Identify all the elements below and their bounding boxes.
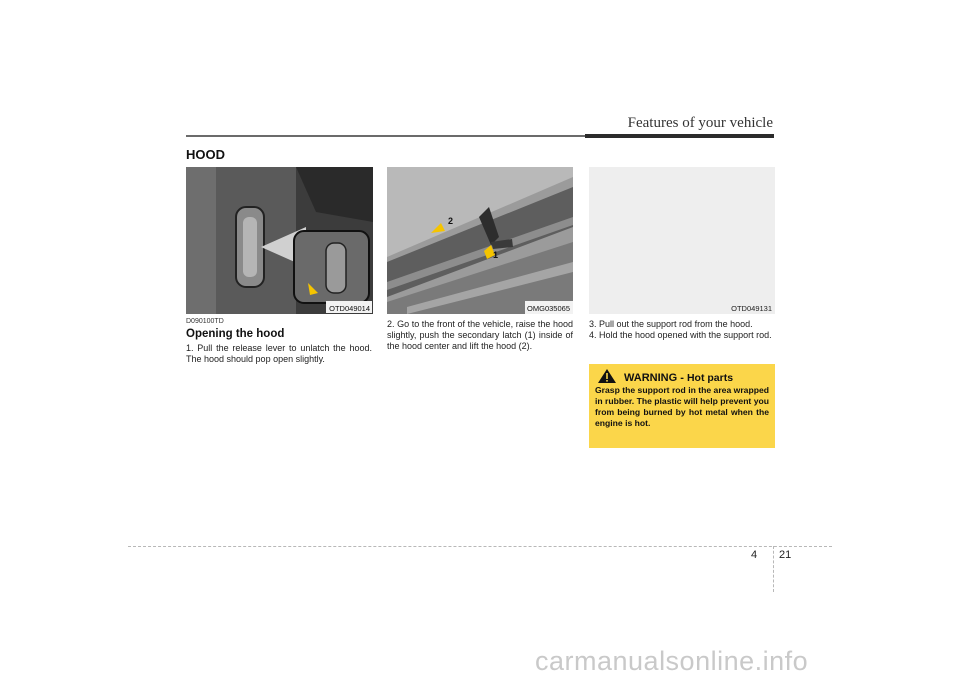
- warning-label: WARNING -: [624, 372, 684, 384]
- subheading: Opening the hood: [186, 328, 285, 340]
- warning-title: Hot parts: [686, 372, 734, 384]
- page-number: 21: [779, 549, 792, 561]
- warning-triangle-icon: [598, 369, 616, 383]
- header-rule-accent: [585, 134, 774, 138]
- footer-divider: [773, 546, 774, 592]
- callout-1: 1: [493, 250, 499, 260]
- warning-heading: [624, 372, 733, 384]
- figure-support-rod: [589, 167, 775, 314]
- step-1: 1. Pull the release lever to unlatch the hood. The hood should pop open slightly.: [186, 343, 372, 364]
- callout-2: 2: [448, 216, 454, 226]
- chapter-number: 4: [751, 549, 758, 561]
- step-3: 3. Pull out the support rod from the hood.: [589, 319, 753, 329]
- figure-code: OTD049014: [329, 304, 370, 313]
- step-2: 2. Go to the front of the vehicle, raise the hood slightly, push the secondary latch (1) inside of the hood center and lift the hood (2).: [387, 319, 573, 351]
- running-header: Features of your vehicle: [627, 115, 773, 131]
- figure-code: OTD049131: [731, 304, 772, 313]
- footer-rule: [128, 546, 832, 547]
- secondary-latch-illustration: [387, 167, 573, 314]
- figure-release-lever: [186, 167, 373, 314]
- warning-body: Grasp the support rod in the area wrapped in rubber. The plastic will help prevent you from being burned by hot metal when the engine is hot.: [595, 385, 769, 428]
- section-title: HOOD: [186, 147, 225, 162]
- watermark: carmanualsonline.info: [535, 646, 809, 676]
- release-lever-illustration: [186, 167, 373, 314]
- reference-code: D090100TD: [186, 318, 224, 325]
- step-4: 4. Hold the hood opened with the support rod.: [589, 330, 772, 340]
- figure-secondary-latch: [387, 167, 573, 314]
- figure-code: OMG035065: [527, 304, 570, 313]
